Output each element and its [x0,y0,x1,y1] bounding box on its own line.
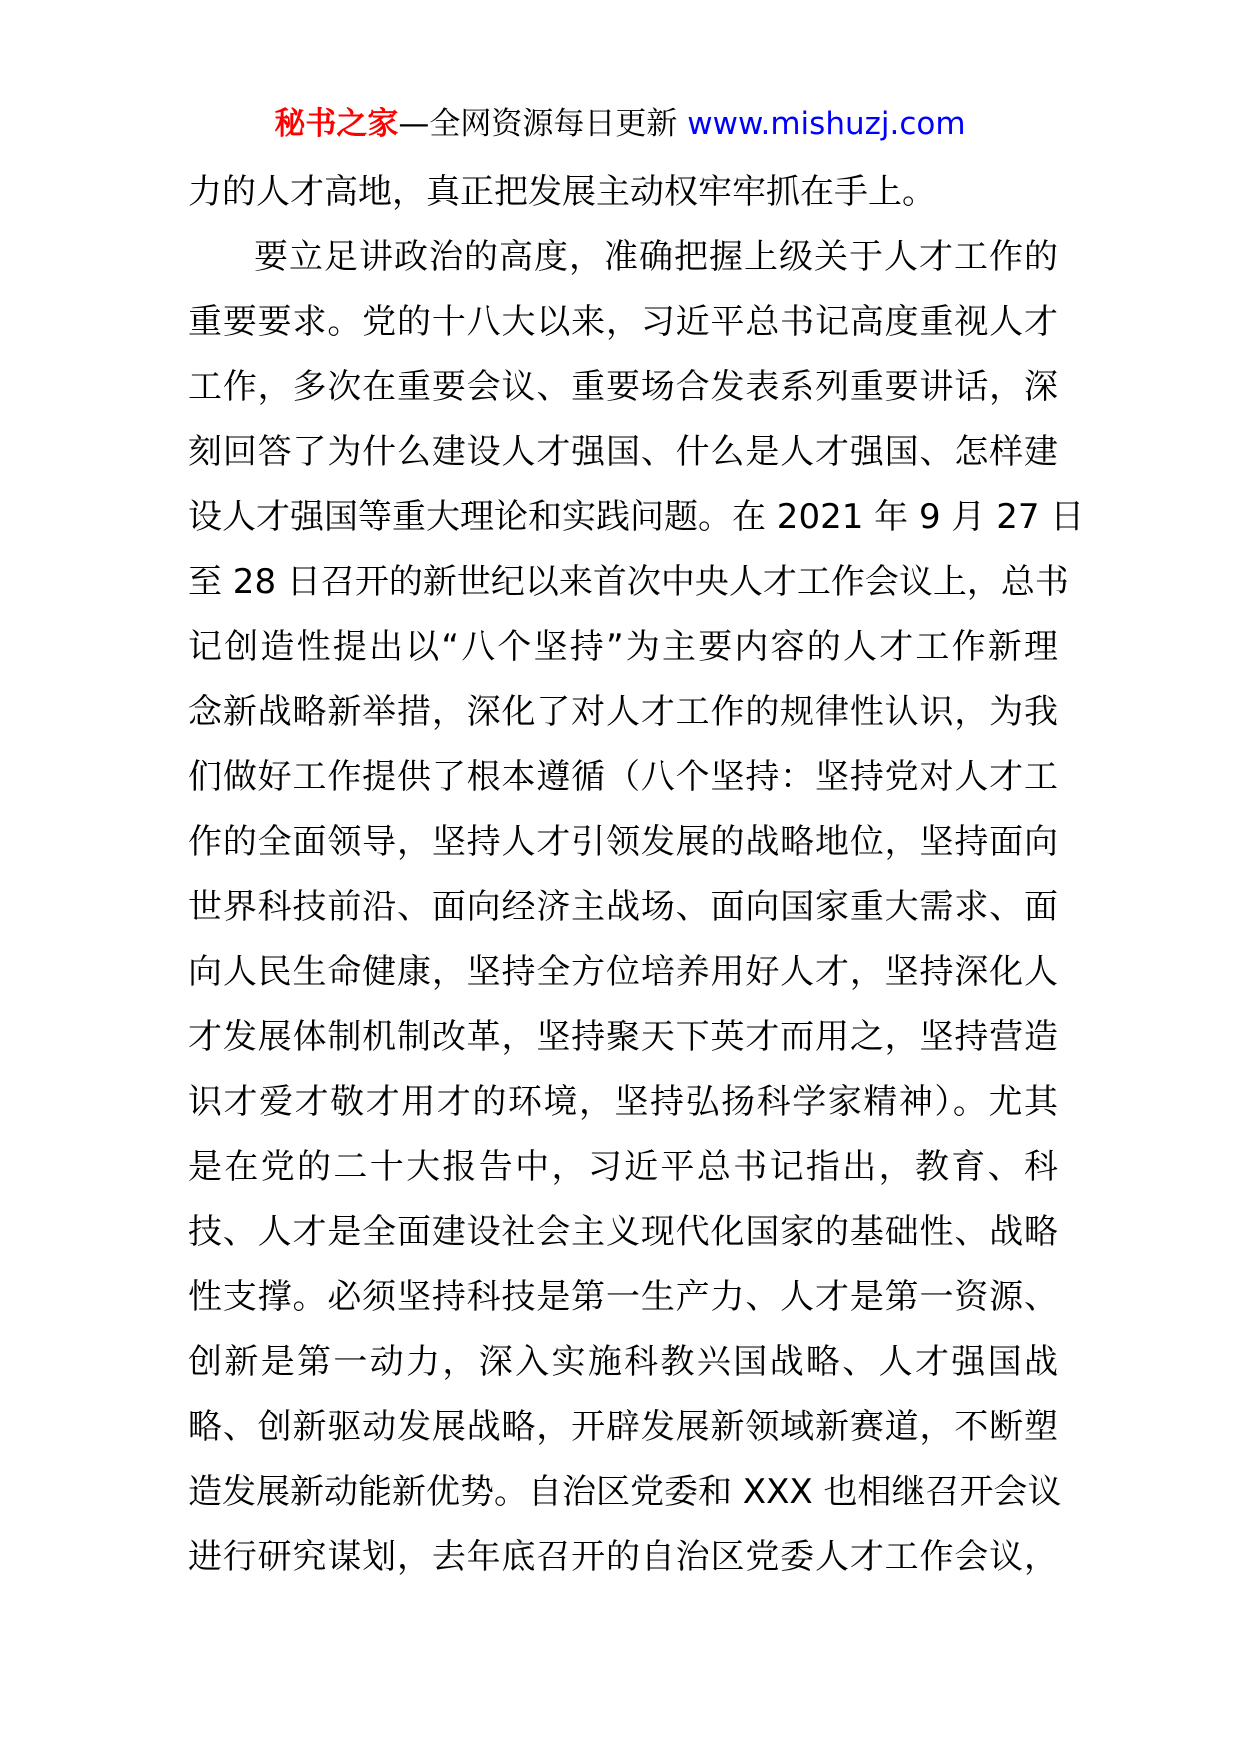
header-tagline: —全网资源每日更新 [398,106,678,142]
text-line: 刻回答了为什么建设人才强国、什么是人才强国、怎样建 [188,432,1058,472]
text-line: 略、创新驱动发展战略，开辟发展新领域新赛道，不断塑 [188,1407,1058,1447]
text-line: 技、人才是全面建设社会主义现代化国家的基础性、战略 [188,1212,1058,1252]
text-line: 创新是第一动力，深入实施科教兴国战略、人才强国战 [188,1342,1058,1382]
text-line: 工作，多次在重要会议、重要场合发表系列重要讲话，深 [188,367,1058,407]
text-line: 世界科技前沿、面向经济主战场、面向国家重大需求、面 [188,887,1058,927]
text-line: 识才爱才敬才用才的环境，坚持弘扬科学家精神）。尤其 [188,1082,1058,1122]
text-line: 至 28 日召开的新世纪以来首次中央人才工作会议上，总书 [188,562,1069,602]
header-brand: 秘书之家 [274,106,399,142]
text-line: 作的全面领导，坚持人才引领发展的战略地位，坚持面向 [188,822,1058,862]
text-line: 记创造性提出以“八个坚持”为主要内容的人才工作新理 [188,627,1058,667]
text-line: 设人才强国等重大理论和实践问题。在 2021 年 9 月 27 日 [188,497,1085,537]
document-body [188,160,1085,1590]
paragraph-first-line: 要立足讲政治的高度，准确把握上级关于人才工作的 [254,237,1058,277]
text-line: 向人民生命健康，坚持全方位培养用好人才，坚持深化人 [188,952,1058,992]
page-header [0,100,1240,148]
text-line: 是在党的二十大报告中，习近平总书记指出，教育、科 [188,1147,1058,1187]
text-line: 性支撑。必须坚持科技是第一生产力、人才是第一资源、 [188,1277,1058,1317]
text-line: 重要要求。党的十八大以来，习近平总书记高度重视人才 [188,302,1058,342]
text-line: 才发展体制机制改革，坚持聚天下英才而用之，坚持营造 [188,1017,1058,1057]
header-url[interactable]: www.mishuzj.com [687,106,966,142]
text-line: 念新战略新举措，深化了对人才工作的规律性认识，为我 [188,692,1058,732]
text-line: 造发展新动能新优势。自治区党委和 XXX 也相继召开会议 [188,1472,1062,1512]
text-line: 们做好工作提供了根本遵循（八个坚持：坚持党对人才工 [188,757,1058,797]
text-line: 进行研究谋划，去年底召开的自治区党委人才工作会议， [188,1537,1058,1577]
text-line: 力的人才高地，真正把发展主动权牢牢抓在手上。 [188,172,936,212]
